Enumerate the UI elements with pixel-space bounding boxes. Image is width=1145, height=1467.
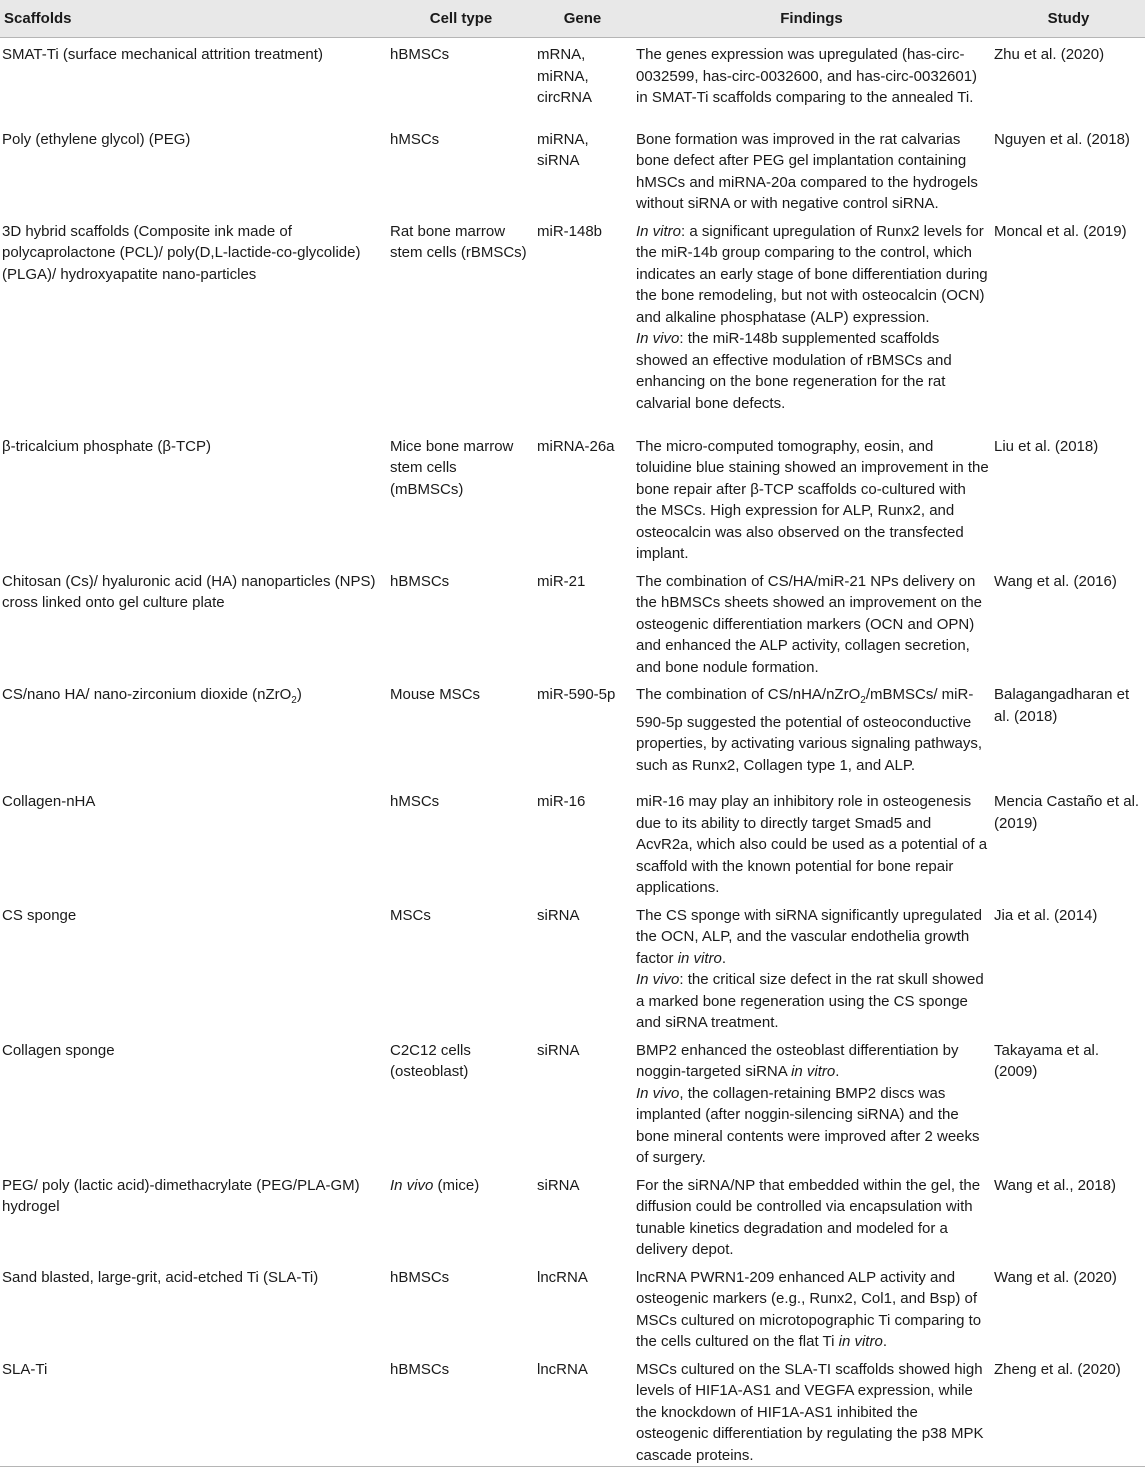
cell-study: Takayama et al. (2009) [994, 1041, 1100, 1080]
cell-study: Zheng et al. (2020) [992, 1353, 1145, 1467]
cell-scaffold: CS/nano HA/ nano-zirconium dioxide (nZrO$_2$) [2, 686, 302, 706]
cell-findings [631, 785, 992, 899]
header-findings: Findings [631, 0, 992, 38]
cell-gene: miRNA, siRNA [537, 130, 589, 169]
cell-findings [631, 215, 992, 430]
cell-cell-type: Mouse MSCs [390, 686, 481, 703]
findings-paragraph: For the siRNA/NP that embedded within the gel, the diffusion could be controlled via encapsulation with tunable kinetics degradation and modeled for a delivery depot. [636, 1176, 981, 1258]
cell-cell-type: Mice bone marrow stem cells (mBMSCs) [390, 437, 514, 498]
cell-scaffold: β-tricalcium phosphate (β-TCP) [2, 437, 211, 455]
cell-scaffold: SLA-Ti [0, 1353, 388, 1467]
findings-paragraph: The micro-computed tomography, eosin, and toluidine blue staining showed an improvement in the bone repair after β-TCP scaffolds co-cultured with the MSCs. High expression for ALP, Runx2, and osteocalcin was also observed on the transfected implant. [636, 437, 989, 562]
cell-study: Balagangadharan et al. (2018) [994, 686, 1130, 725]
cell-findings [631, 1169, 992, 1261]
cell-study: Wang et al. (2020) [994, 1268, 1117, 1286]
cell-scaffold: 3D hybrid scaffolds (Composite ink made of polycaprolactone (PCL)/ poly(D,L-lactide-co-glycolide) (PLGA)/ hydroxyapatite nano-particles [2, 222, 361, 283]
findings-paragraph: The combination of CS/HA/miR-21 NPs delivery on the hBMSCs sheets showed an improvement on the osteogenic differentiation markers (OCN and OPN) and enhanced the ALP activity, collagen secretion, and bone nodule formation. [636, 572, 983, 676]
cell-cell-type: hBMSCs [390, 46, 450, 63]
cell-findings [631, 899, 992, 1034]
cell-gene: lncRNA [537, 1268, 588, 1286]
header-gene: Gene [534, 0, 631, 38]
table-row [0, 123, 1145, 215]
cell-findings [631, 38, 992, 123]
findings-paragraph: MSCs cultured on the SLA-TI scaffolds showed high levels of HIF1A-AS1 and VEGFA expression, while the knockdown of HIF1A-AS1 inhibited the osteogenic differentiation by regulating the p38 MPK cascade proteins. [636, 1360, 984, 1464]
cell-cell-type: hMSCs [390, 793, 440, 810]
table-row [0, 899, 1145, 1034]
table-row [0, 678, 1145, 785]
cell-gene: siRNA [537, 1176, 580, 1194]
cell-gene: miR-590-5p [537, 686, 616, 703]
cell-gene: siRNA [537, 1041, 580, 1059]
cell-study: Liu et al. (2018) [994, 437, 1099, 455]
cell-findings [631, 1353, 992, 1467]
findings-paragraph: The combination of CS/nHA/nZrO$_2$/mBMSCs/ miR-590-5p suggested the potential of osteoconductive properties, by activating various signaling pathways, such as Runx2, Collagen type 1, and ALP. [636, 686, 983, 774]
findings-paragraph: Bone formation was improved in the rat calvarias bone defect after PEG gel implantation containing hMSCs and miRNA-20a compared to the hydrogels without siRNA or with negative control siRNA. [636, 130, 978, 212]
cell-scaffold: Sand blasted, large-grit, acid-etched Ti (SLA-Ti) [2, 1268, 319, 1286]
cell-cell-type: hMSCs [390, 130, 440, 148]
cell-scaffold: Collagen-nHA [2, 793, 96, 810]
cell-cell-type: hBMSCs [390, 1268, 450, 1286]
cell-gene: mRNA, miRNA, circRNA [537, 46, 592, 106]
cell-scaffold: PEG/ poly (lactic acid)-dimethacrylate (PEG/PLA-GM) hydrogel [2, 1176, 360, 1215]
header-cell-type: Cell type [388, 0, 534, 38]
findings-paragraph: In vitro: a significant upregulation of Runx2 levels for the miR-14b group comparing to the control, which indicates an early stage of bone differentiation during the bone remodeling, but not with osteocalcin (OCN) and alkaline phosphatase (ALP) expression. [636, 222, 988, 326]
cell-study: Mencia Castaño et al. (2019) [994, 793, 1140, 832]
table-header-row [0, 0, 1145, 38]
cell-findings [631, 678, 992, 785]
cell-gene: miRNA-26a [537, 437, 615, 455]
cell-findings [631, 1034, 992, 1169]
cell-findings [631, 1261, 992, 1353]
cell-findings [631, 565, 992, 679]
table-row [0, 430, 1145, 565]
cell-scaffold: Chitosan (Cs)/ hyaluronic acid (HA) nanoparticles (NPS) cross linked onto gel culture plate [2, 572, 376, 611]
findings-paragraph: lncRNA PWRN1-209 enhanced ALP activity and osteogenic markers (e.g., Runx2, Col1, and Bsp) of MSCs cultured on microtopographic Ti comparing to the cells cultured on the flat Ti in vitro. [636, 1268, 982, 1350]
cell-cell-type: hBMSCs [388, 1353, 534, 1467]
table-row [0, 38, 1145, 123]
header-scaffolds: Scaffolds [0, 0, 388, 38]
cell-gene: miR-21 [537, 572, 586, 590]
cell-findings [631, 430, 992, 565]
cell-study: Nguyen et al. (2018) [994, 130, 1130, 148]
findings-paragraph: The genes expression was upregulated (has-circ-0032599, has-circ-0032600, and has-circ-0032601) in SMAT-Ti scaffolds comparing to the annealed Ti. [636, 46, 978, 106]
cell-study: Moncal et al. (2019) [994, 222, 1127, 240]
table-body [0, 38, 1145, 1467]
findings-paragraph: In vivo, the collagen-retaining BMP2 discs was implanted (after noggin-silencing siRNA) and the bone mineral contents were improved after 2 weeks of surgery. [636, 1084, 980, 1166]
header-study: Study [992, 0, 1145, 38]
cell-scaffold: CS sponge [2, 906, 77, 924]
cell-gene: siRNA [537, 906, 580, 924]
cell-study: Wang et al. (2016) [994, 572, 1117, 590]
cell-study: Wang et al., 2018) [994, 1176, 1117, 1194]
findings-paragraph: miR-16 may play an inhibitory role in osteogenesis due to its ability to directly target Smad5 and AcvR2a, which also could be used as a potential of a scaffold with the known potential for bone repair applications. [636, 793, 988, 896]
cell-gene: miR-16 [537, 793, 586, 810]
cell-cell-type: C2C12 cells (osteoblast) [390, 1041, 471, 1080]
cell-study: Jia et al. (2014) [994, 906, 1098, 924]
cell-cell-type: Rat bone marrow stem cells (rBMSCs) [390, 222, 527, 261]
cell-scaffold: Poly (ethylene glycol) (PEG) [2, 130, 191, 148]
table-row [0, 215, 1145, 430]
findings-paragraph: BMP2 enhanced the osteoblast differentiation by noggin-targeted siRNA in vitro. [636, 1041, 959, 1080]
table-row [0, 785, 1145, 899]
table-row [0, 1261, 1145, 1353]
cell-scaffold: SMAT-Ti (surface mechanical attrition treatment) [2, 46, 323, 63]
cell-findings [631, 123, 992, 215]
cell-cell-type: hBMSCs [390, 572, 450, 590]
table-row [0, 1169, 1145, 1261]
cell-cell-type: MSCs [390, 906, 431, 924]
cell-gene: miR-148b [537, 222, 603, 240]
cell-cell-type: In vivo (mice) [390, 1176, 480, 1194]
table-row [0, 565, 1145, 679]
findings-paragraph: In vivo: the miR-148b supplemented scaffolds showed an effective modulation of rBMSCs and enhancing on the bone regeneration for the rat calvarial bone defects. [636, 330, 952, 412]
findings-paragraph: In vivo: the critical size defect in the rat skull showed a marked bone regeneration using the CS sponge and siRNA treatment. [636, 971, 984, 1031]
table-row [0, 1034, 1145, 1169]
cell-scaffold: Collagen sponge [2, 1041, 115, 1059]
findings-paragraph: The CS sponge with siRNA significantly upregulated the OCN, ALP, and the vascular endothelia growth factor in vitro. [636, 906, 983, 967]
table-row [0, 1353, 1145, 1467]
cell-study: Zhu et al. (2020) [994, 46, 1105, 63]
cell-gene: lncRNA [534, 1353, 631, 1467]
